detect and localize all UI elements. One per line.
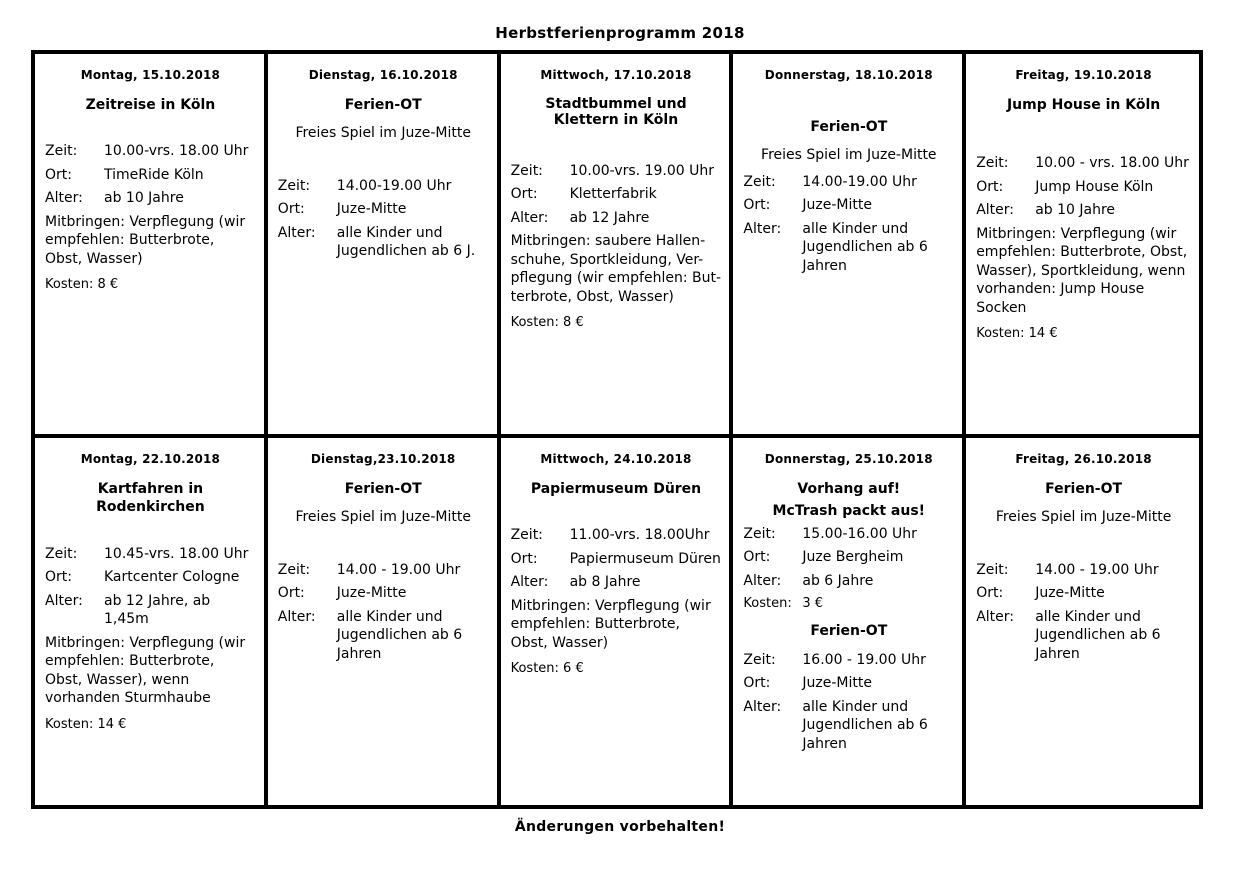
day-cell-wednesday-24	[501, 438, 734, 805]
day-date: Montag, 15.10.2018	[80, 68, 221, 82]
location-value: TimeRide Köln	[104, 166, 204, 183]
footer-note: Änderungen vorbehalten!	[514, 819, 726, 835]
time-value: 14.00 - 19.00 Uhr	[1035, 561, 1159, 578]
activity-title: Ferien-OT	[344, 96, 422, 113]
time-label: Zeit:	[45, 143, 78, 160]
age-label: Alter:	[277, 224, 316, 241]
time-row-2	[743, 651, 954, 669]
activity-title: Vorhang auf!	[797, 480, 901, 497]
day-date: Montag, 22.10.2018	[80, 452, 221, 466]
cost-text: Kosten: 14 €	[976, 326, 1058, 342]
day-date: Mittwoch, 24.10.2018	[540, 452, 692, 466]
location-label: Ort:	[510, 550, 538, 567]
time-row	[45, 545, 256, 563]
location-value: Juze-Mitte	[336, 201, 407, 218]
time-row	[976, 154, 1191, 172]
location-value: Juze-Mitte	[336, 585, 407, 602]
time-row	[278, 177, 489, 195]
age-row	[743, 572, 954, 590]
day-cell-friday-26	[966, 438, 1199, 805]
age-value: ab 10 Jahre	[104, 190, 184, 207]
cost-row	[743, 595, 954, 612]
activity-subtitle: Freies Spiel im Juze-Mitte	[995, 509, 1172, 526]
activity-title: Papiermuseum Düren	[530, 480, 702, 497]
time-row	[976, 561, 1191, 579]
location-label: Ort:	[976, 178, 1004, 195]
time-value: 10.45-vrs. 18.00 Uhr	[104, 545, 249, 562]
time-label: Zeit:	[743, 651, 776, 668]
age-label: Alter:	[277, 608, 316, 625]
location-value: Juze-Mitte	[802, 197, 872, 214]
cost-text: Kosten: 14 €	[45, 716, 127, 732]
age-value: alle Kinder und Jugendlichen ab 6 Jahren	[802, 698, 928, 752]
cost-text: Kosten: 8 €	[510, 315, 584, 331]
day-cell-tuesday-23	[268, 438, 501, 805]
activity-subtitle: Freies Spiel im Juze-Mitte	[761, 147, 937, 164]
time-label: Zeit:	[976, 155, 1009, 172]
time-row	[743, 525, 954, 543]
location-row	[976, 584, 1191, 602]
day-date: Freitag, 19.10.2018	[1015, 68, 1152, 82]
location-label: Ort:	[45, 166, 72, 183]
location-label: Ort:	[743, 197, 771, 214]
bring-along-text: Mitbringen: saubere Hallen-schuhe, Sportkleidung, Ver-pflegung (wir empfehlen: But-terbrote, Obst, Wasser)	[510, 233, 722, 305]
age-label: Alter:	[45, 592, 83, 609]
activity-title: Ferien-OT	[810, 118, 888, 135]
location-value: Juze-Mitte	[1035, 585, 1105, 602]
day-date: Dienstag,23.10.2018	[310, 452, 456, 466]
location-label: Ort:	[743, 675, 771, 692]
age-value: ab 12 Jahre	[569, 209, 650, 226]
location-label: Ort:	[976, 585, 1004, 602]
age-value: ab 12 Jahre, ab 1,45m	[104, 592, 211, 628]
activity-subtitle: Freies Spiel im Juze-Mitte	[295, 125, 471, 142]
day-date: Donnerstag, 25.10.2018	[764, 452, 933, 466]
time-value: 14.00 - 19.00 Uhr	[336, 561, 461, 578]
day-date: Mittwoch, 17.10.2018	[540, 68, 692, 82]
location-row	[278, 584, 489, 602]
cost-text: Kosten: 6 €	[510, 661, 584, 677]
age-value: ab 10 Jahre	[1035, 202, 1116, 219]
time-label: Zeit:	[743, 525, 776, 542]
age-row	[278, 608, 489, 663]
day-date: Freitag, 26.10.2018	[1015, 452, 1152, 466]
time-value: 10.00-vrs. 18.00 Uhr	[104, 143, 249, 160]
time-label: Zeit:	[510, 527, 543, 544]
bring-along-text: Mitbringen: Verpflegung (wir empfehlen: Butterbrote, Obst, Wasser)	[510, 597, 711, 651]
location-value: Juze-Mitte	[802, 675, 872, 692]
location-row	[743, 548, 954, 566]
day-cell-friday-19	[966, 54, 1199, 438]
location-row	[976, 178, 1191, 196]
time-value: 14.00-19.00 Uhr	[336, 177, 452, 194]
location-row	[743, 196, 954, 214]
time-value: 15.00-16.00 Uhr	[802, 525, 917, 542]
age-label: Alter:	[743, 220, 782, 237]
location-row	[45, 568, 256, 586]
bring-along-text: Mitbringen: Verpflegung (wir empfehlen: Butterbrote, Obst, Wasser), wenn vorhanden Sturmhaube	[45, 634, 246, 707]
bring-along-text: Mitbringen: Verpflegung (wir empfehlen: Butterbrote, Obst, Wasser), Sportkleidung, wenn vorhanden: Jump House Socken	[976, 225, 1188, 316]
page-title: Herbstferienprogramm 2018	[495, 24, 745, 42]
time-label: Zeit:	[277, 177, 311, 194]
time-label: Zeit:	[743, 173, 776, 190]
location-value: Kartcenter Cologne	[104, 569, 240, 586]
time-value: 16.00 - 19.00 Uhr	[802, 651, 926, 668]
time-row	[743, 173, 954, 191]
age-value: ab 6 Jahre	[802, 572, 874, 589]
activity-title-second-line: McTrash packt aus!	[772, 503, 926, 520]
age-row	[45, 592, 256, 629]
age-row-2	[743, 698, 954, 753]
activity-title: Jump House in Köln	[1006, 96, 1161, 113]
age-value: alle Kinder und Jugendlichen ab 6 Jahren	[802, 220, 928, 274]
activity-title: Kartfahren in Rodenkirchen	[96, 480, 205, 516]
day-cell-thursday-18	[733, 54, 966, 438]
time-value: 10.00 - vrs. 18.00 Uhr	[1035, 155, 1189, 172]
cost-value: 3 €	[802, 596, 824, 612]
time-value: 10.00-vrs. 19.00 Uhr	[569, 163, 714, 180]
time-label: Zeit:	[976, 561, 1009, 578]
cost-text: Kosten: 8 €	[45, 277, 119, 293]
age-row	[45, 189, 256, 207]
day-cell-tuesday-16	[268, 54, 501, 438]
time-label: Zeit:	[277, 561, 311, 578]
activity-subtitle: Freies Spiel im Juze-Mitte	[295, 509, 471, 526]
time-row	[45, 142, 256, 160]
age-value: alle Kinder und Jugendlichen ab 6 Jahren	[336, 608, 463, 662]
location-label: Ort:	[277, 585, 305, 602]
location-row	[511, 185, 722, 203]
age-row	[976, 201, 1191, 219]
location-value: Jump House Köln	[1035, 178, 1154, 195]
age-label: Alter:	[45, 190, 83, 207]
age-label: Alter:	[510, 574, 549, 591]
age-row	[278, 224, 489, 261]
cost-label: Kosten:	[743, 596, 792, 612]
day-date: Dienstag, 16.10.2018	[308, 68, 458, 82]
age-value: alle Kinder und Jugendlichen ab 6 Jahren	[1035, 608, 1161, 662]
day-cell-monday-15	[35, 54, 268, 438]
second-activity-title: Ferien-OT	[810, 623, 888, 640]
age-row	[743, 220, 954, 275]
age-row	[976, 608, 1191, 663]
activity-title: Ferien-OT	[344, 480, 422, 497]
age-label: Alter:	[743, 698, 782, 715]
time-label: Zeit:	[510, 163, 543, 180]
age-label: Alter:	[976, 202, 1014, 219]
age-value: ab 8 Jahre	[569, 574, 641, 591]
schedule-table	[31, 50, 1203, 809]
location-label: Ort:	[510, 186, 538, 203]
day-cell-monday-22	[35, 438, 268, 805]
time-row	[511, 162, 722, 180]
location-label: Ort:	[743, 549, 771, 566]
location-value: Papiermuseum Düren	[569, 550, 721, 567]
activity-title: Zeitreise in Köln	[85, 96, 216, 113]
location-row	[278, 200, 489, 218]
day-cell-wednesday-17	[501, 54, 734, 438]
day-date: Donnerstag, 18.10.2018	[764, 68, 933, 82]
day-cell-thursday-25	[733, 438, 966, 805]
age-label: Alter:	[743, 572, 782, 589]
time-value: 11.00-vrs. 18.00Uhr	[569, 527, 710, 544]
age-label: Alter:	[976, 608, 1014, 625]
age-row	[511, 209, 722, 227]
location-value: Kletterfabrik	[569, 186, 657, 203]
time-label: Zeit:	[45, 545, 78, 562]
location-label: Ort:	[45, 569, 72, 586]
location-row-2	[743, 674, 954, 692]
location-value: Juze Bergheim	[802, 549, 904, 566]
age-label: Alter:	[510, 209, 549, 226]
location-row	[45, 166, 256, 184]
bring-along-text: Mitbringen: Verpflegung (wir empfehlen: Butterbrote, Obst, Wasser)	[45, 213, 246, 267]
time-value: 14.00-19.00 Uhr	[802, 173, 917, 190]
time-row	[278, 561, 489, 579]
time-row	[511, 526, 722, 544]
location-row	[511, 550, 722, 568]
activity-title: Stadtbummel und Klettern in Köln	[545, 95, 687, 128]
age-value: alle Kinder und Jugendlichen ab 6 J.	[336, 224, 476, 260]
activity-title: Ferien-OT	[1045, 480, 1123, 497]
age-row	[511, 573, 722, 591]
location-label: Ort:	[277, 201, 305, 218]
